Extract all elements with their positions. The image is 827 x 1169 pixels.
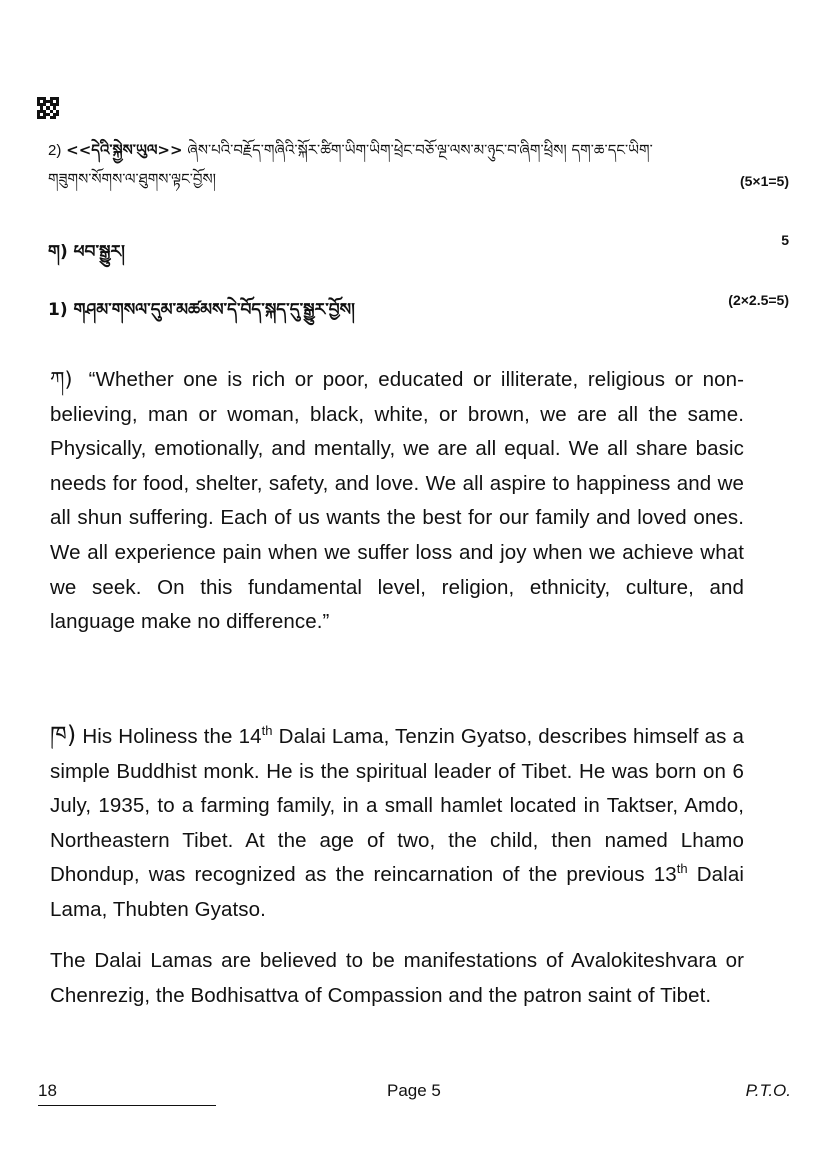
question-2 — [48, 136, 788, 193]
ordinal-suffix: th — [676, 861, 688, 877]
please-turn-over: P.T.O. — [745, 1081, 791, 1100]
paper-code: 18 — [38, 1081, 57, 1100]
passage-kha-part-3: Dalai Lama, Thubten Gyatso. — [50, 863, 744, 921]
translate-marks: (2×2.5=5) — [728, 292, 789, 308]
question-2-line-1 — [48, 136, 788, 165]
passage-label-kha: ཁ) — [50, 721, 77, 749]
passage-ka — [50, 362, 744, 640]
passage-kha-part-2: Dalai Lama, Tenzin Gyatso, describes himself as a simple Buddhist monk. He is the spiritual leader of Tibet. He was born on 6 July, 1935, to a farming family, in a small hamlet located in Taktser, Amdo, Northeastern Tibet. At the age of two, the child, then named Lhamo Dhondup, was recognized as the reincarnation of the previous 13 — [50, 725, 744, 887]
passage-kha-part-1: His Holiness the 14 — [82, 725, 262, 748]
page-number: Page 5 — [387, 1081, 441, 1100]
question-topic: <<དེའི་སྐྱེས་ཡུལ>> — [66, 141, 183, 159]
passage-kha-paragraph-2: The Dalai Lamas are believed to be manifestations of Avalokiteshvara or Chenrezig, the Bodhisattva of Compassion and the patron saint of Tibet. — [50, 949, 744, 1007]
qr-code-icon — [37, 97, 59, 119]
footer-divider — [38, 1105, 216, 1106]
passage-kha — [50, 718, 744, 928]
question-instructions: ཞེས་པའི་བརྗོད་གཞིའི་སྐོར་ཚིག་ཡིག་ཡིག་ཕྲེང་བཅོ་ལྔ་ལས་མ་ཉུང་བ་ཞིག་ཕྲིས། དག་ཆ་དང་ཡིག་ — [182, 141, 653, 159]
translate-instruction: 1) གཤམ་གསལ་དུམ་མཚམས་དེ་བོད་སྐད་དུ་སྒྱུར་བྱོས། — [48, 300, 355, 320]
question-2-line-2: གཟུགས་སོགས་ལ་ཐུགས་ལྟང་བྱོས། — [48, 170, 216, 188]
question-number: 2) — [48, 142, 62, 159]
section-marks: 5 — [781, 232, 789, 248]
passage-label-ka: ཀ) — [50, 367, 73, 391]
section-heading-translation: ག) ཕབ་སྒྱུར། — [48, 242, 125, 262]
question-2-marks: (5×1=5) — [739, 173, 789, 189]
passage-ka-text: “Whether one is rich or poor, educated or illiterate, religious or non-believing, man or woman, black, white, or brown, we are all the same. Physically, emotionally, and mentally, we are all equal. We all share basic needs for food, shelter, safety, and love. We all aspire to happiness and we all shun suffering. Each of us wants the best for our family and loved ones. We all experience pain when we suffer loss and joy when we achieve what we seek. On this fundamental level, religion, ethnicity, culture, and language make no difference.” — [50, 368, 744, 634]
ordinal-suffix: th — [261, 723, 273, 739]
